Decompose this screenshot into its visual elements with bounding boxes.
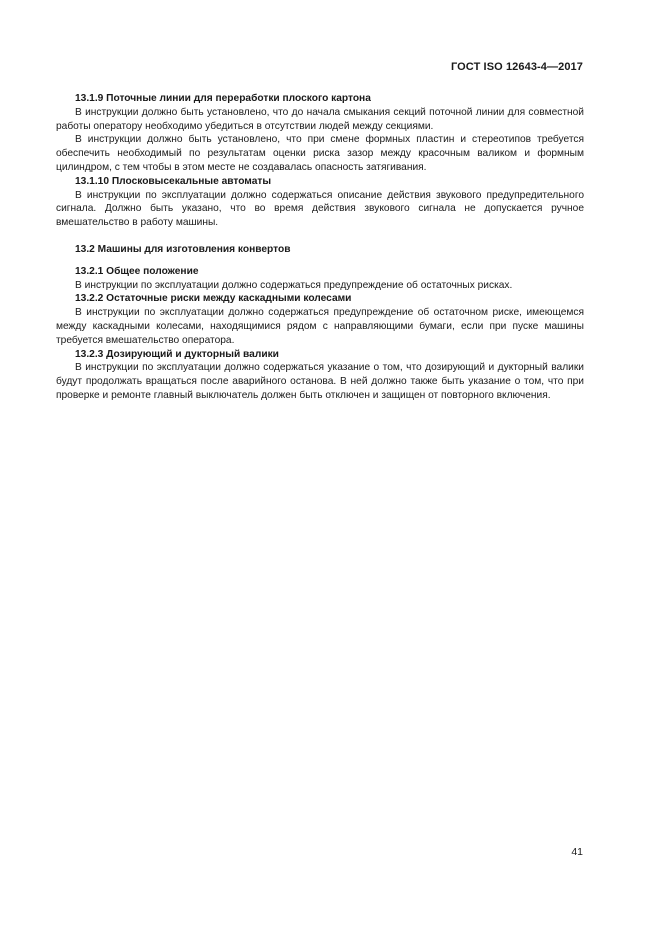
paragraph: В инструкции по эксплуатации должно содержаться предупреждение об остаточных рисках. [75,279,513,291]
section-heading-13-2: 13.2 Машины для изготовления конвертов [75,243,291,255]
section-heading-13-1-9: 13.1.9 Поточные линии для переработки плоского картона [75,93,371,104]
paragraph: В инструкции должно быть установлено, что до начала смыкания секций поточной линии для совместной работы оператору необходимо убедиться в отсутствии людей между секциями. [56,106,584,132]
section-heading-13-1-10: 13.1.10 Плосковысекальные автоматы [75,175,272,187]
section-heading-13-2-2: 13.2.2 Остаточные риски между каскадными колесами [75,293,352,305]
paragraph: В инструкции должно быть установлено, что при смене формных пластин и стереотипов требуется обеспечить необходимый по результатам оценки риска зазор между красочным валиком и формным цилиндром, с тем чтобы в этом месте не создавалась опасность затягивания. [56,134,584,173]
section-heading-13-2-3: 13.2.3 Дозирующий и дукторный валики [75,348,279,360]
paragraph: В инструкции по эксплуатации должно содержаться описание действия звукового предупредительного сигнала. Должно быть указано, что во время действия звукового сигнала не допускается ручное вмешательство в работу машины. [56,189,584,229]
section-heading-13-2-1: 13.2.1 Общее положение [75,265,199,277]
document-standard-number: ГОСТ ISO 12643-4—2017 [450,61,583,73]
paragraph: В инструкции по эксплуатации должно содержаться указание о том, что дозирующий и дукторный валики будут продолжать вращаться после аварийного останова. В ней должно также быть указание о том, что при проверке и ремонте главный выключатель должен быть отключен и защищен от повторного включения. [56,362,584,401]
paragraph: В инструкции по эксплуатации должно содержаться предупреждение об остаточном риске, имеющемся между каскадными колесами, находящимися рядом с направляющими бумаги, если при пуске машины требуется вмешательство оператора. [56,307,584,346]
document-body [56,92,584,403]
page-number: 41 [571,846,583,858]
